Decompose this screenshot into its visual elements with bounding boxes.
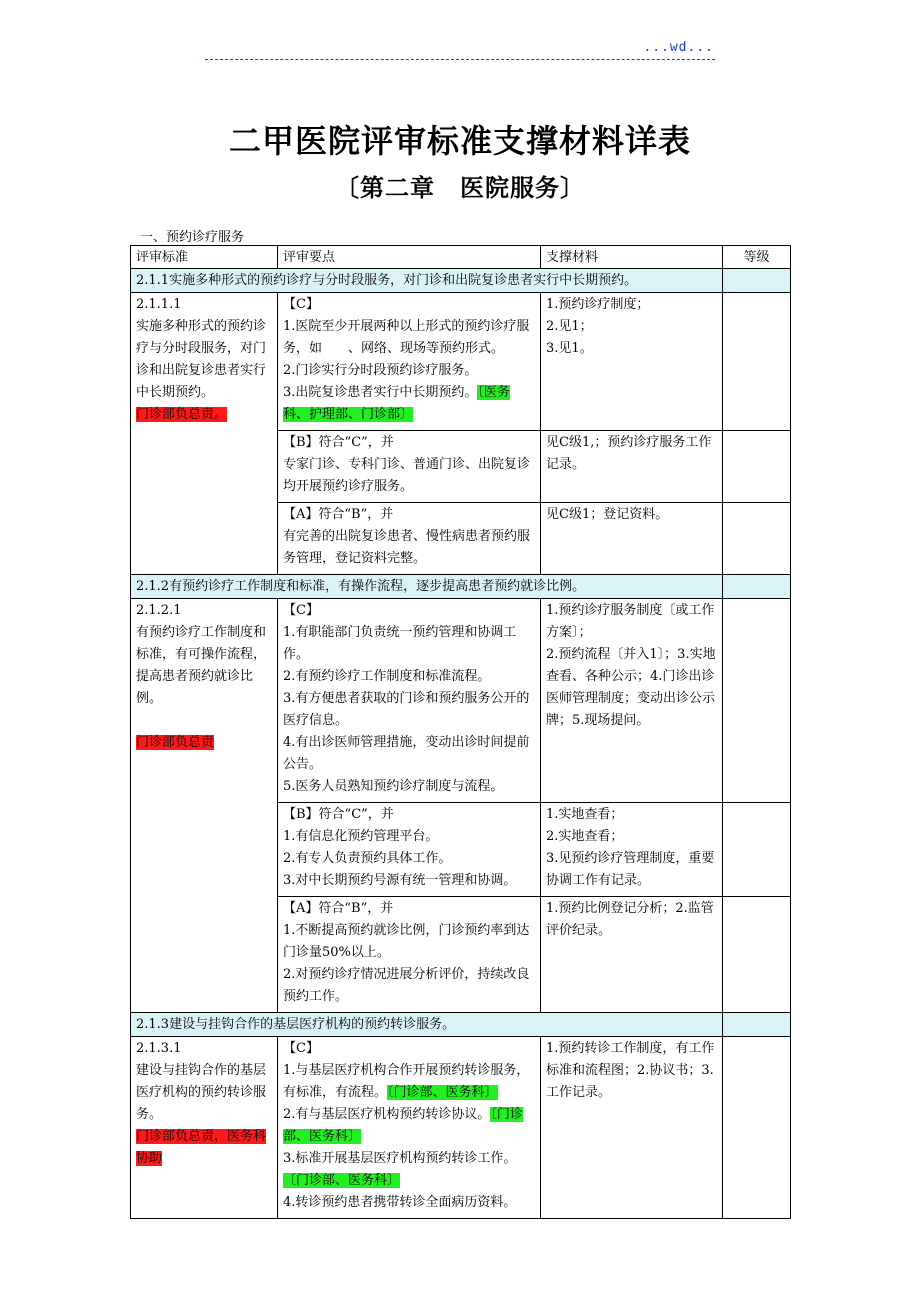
key-point-line [283, 432, 535, 454]
key-point-text: 2.有与基层医疗机构预约转诊协议。 [283, 1107, 491, 1122]
key-point-line [283, 360, 535, 382]
key-point-line [283, 964, 535, 1008]
key-point-text: 【C】 [283, 297, 319, 312]
header-dashed-rule [205, 59, 715, 60]
key-point-line [283, 1038, 535, 1060]
key-point-text: 3.出院复诊患者实行中长期预约。 [283, 385, 478, 400]
grade-cell [723, 599, 791, 803]
standard-title-row [131, 1013, 791, 1037]
materials-cell [541, 293, 723, 431]
materials-cell [541, 599, 723, 803]
responsible-dept-tag: 〔门诊部、医务科〕 [387, 1085, 498, 1100]
standard-cell [131, 599, 278, 1013]
section-heading: 一、预约诊疗服务 [140, 230, 245, 245]
table-row [131, 1037, 791, 1219]
responsible-dept-badge: 门诊部负总责，医务科协助 [136, 1129, 267, 1166]
key-point-line [283, 504, 535, 526]
header-grade: 等级 [723, 246, 791, 269]
key-point-line [283, 1148, 535, 1192]
key-point-line [283, 1192, 535, 1214]
key-point-line [283, 826, 535, 848]
standard-cell [131, 293, 278, 575]
key-point-text: 【B】符合“C”，并 [283, 435, 394, 450]
key-points-cell [278, 803, 541, 897]
materials-cell [541, 803, 723, 897]
key-point-line [283, 294, 535, 316]
header-mark: ...wd... [643, 40, 714, 55]
key-point-text: 【C】 [283, 1041, 319, 1056]
key-points-cell [278, 503, 541, 575]
material-line: 1.预约诊疗制度； [546, 297, 650, 312]
material-line: 1.预约诊疗服务制度〔或工作方案〕； [546, 603, 715, 640]
key-point-text: 2.有专人负责预约具体工作。 [283, 851, 452, 866]
grade-cell [723, 897, 791, 1013]
key-point-line [283, 1060, 535, 1104]
material-line: 2.预约流程〔并入1〕；3.实地查看、各种公示；4.门诊出诊医师管理制度；变动出诊公示牌；5.现场提问。 [546, 647, 716, 728]
materials-cell [541, 503, 723, 575]
key-point-line [283, 622, 535, 666]
header-key-points: 评审要点 [278, 246, 541, 269]
standard-description: 有预约诊疗工作制度和标准，有可操作流程，提高患者预约就诊比例。 [136, 625, 267, 706]
responsible-dept-badge: 门诊部负总责 [136, 735, 215, 750]
key-point-text: 3.标准开展基层医疗机构预约转诊工作。 [283, 1151, 517, 1166]
key-point-line [283, 870, 535, 892]
key-point-text: 1.医院至少开展两种以上形式的预约诊疗服务，如 、网络、现场等预约形式。 [283, 319, 530, 356]
grade-cell [723, 1037, 791, 1219]
key-point-line [283, 666, 535, 688]
key-point-text: 【B】符合“C”，并 [283, 807, 394, 822]
material-line: 2.实地查看； [546, 829, 624, 844]
grade-cell [723, 503, 791, 575]
standard-title: 2.1.2有预约诊疗工作制度和标准，有操作流程，逐步提高患者预约就诊比例。 [131, 575, 723, 599]
key-points-cell [278, 897, 541, 1013]
material-line: 见C级1；登记资料。 [546, 507, 669, 522]
key-point-line [283, 382, 535, 426]
key-point-text: 3.对中长期预约号源有统一管理和协调。 [283, 873, 517, 888]
grade-cell [723, 293, 791, 431]
key-points-cell [278, 599, 541, 803]
grade-cell [723, 431, 791, 503]
key-point-text: 3.有方便患者获取的门诊和预约服务公开的医疗信息。 [283, 691, 530, 728]
responsible-dept-tag: 〔医务科、护理部、门诊部〕 [283, 385, 510, 422]
standard-title: 2.1.1实施多种形式的预约诊疗与分时段服务，对门诊和出院复诊患者实行中长期预约。 [131, 269, 723, 293]
standard-code: 2.1.2.1 [136, 603, 182, 618]
key-point-line [283, 1104, 535, 1148]
key-point-line [283, 848, 535, 870]
key-point-text: 5.医务人员熟知预约诊疗制度与流程。 [283, 779, 504, 794]
standard-code: 2.1.1.1 [136, 297, 182, 312]
table-row [131, 293, 791, 431]
materials-cell [541, 1037, 723, 1219]
material-line: 见C级1,；预约诊疗服务工作记录。 [546, 435, 712, 472]
grade-cell [723, 1013, 791, 1037]
grade-cell [723, 575, 791, 599]
key-point-text: 4.有出诊医师管理措施，变动出诊时间提前公告。 [283, 735, 530, 772]
table-header-row [131, 246, 791, 269]
table-body [131, 269, 791, 1219]
standard-description: 实施多种形式的预约诊疗与分时段服务，对门诊和出院复诊患者实行中长期预约。 [136, 319, 267, 400]
key-point-line [283, 898, 535, 920]
key-point-line [283, 454, 535, 498]
material-line: 3.见预约诊疗管理制度，重要协调工作有记录。 [546, 851, 715, 888]
material-line: 3.见1。 [546, 341, 593, 356]
header-standard: 评审标准 [131, 246, 278, 269]
standard-description: 建设与挂钩合作的基层医疗机构的预约转诊服务。 [136, 1063, 267, 1122]
table-row [131, 599, 791, 803]
standard-cell [131, 1037, 278, 1219]
standard-title-row [131, 269, 791, 293]
key-point-text: 2.对预约诊疗情况进展分析评价，持续改良预约工作。 [283, 967, 530, 1004]
standard-title: 2.1.3建设与挂钩合作的基层医疗机构的预约转诊服务。 [131, 1013, 723, 1037]
key-point-text: 1.有职能部门负责统一预约管理和协调工作。 [283, 625, 517, 662]
key-point-line [283, 526, 535, 570]
key-points-cell [278, 1037, 541, 1219]
materials-cell [541, 431, 723, 503]
grade-cell [723, 803, 791, 897]
standard-title-row [131, 575, 791, 599]
key-points-cell [278, 431, 541, 503]
key-point-line [283, 600, 535, 622]
page-title: 二甲医院评审标准支撑材料详表 [228, 122, 691, 160]
standards-table [130, 245, 791, 1219]
key-point-text: 【A】符合“B”，并 [283, 507, 394, 522]
key-point-line [283, 804, 535, 826]
header-materials: 支撑材料 [541, 246, 723, 269]
key-point-line [283, 776, 535, 798]
key-point-text: 有完善的出院复诊患者、慢性病患者预约服务管理，登记资料完整。 [283, 529, 531, 566]
key-point-text: 4.转诊预约患者携带转诊全面病历资料。 [283, 1195, 517, 1210]
key-point-text: 2.门诊实行分时段预约诊疗服务。 [283, 363, 478, 378]
key-point-line [283, 688, 535, 732]
grade-cell [723, 269, 791, 293]
key-point-text: 专家门诊、专科门诊、普通门诊、出院复诊均开展预约诊疗服务。 [283, 457, 531, 494]
standard-code: 2.1.3.1 [136, 1041, 182, 1056]
material-line: 1.预约比例登记分析；2.监管评价纪录。 [546, 901, 714, 938]
material-line: 2.见1； [546, 319, 593, 334]
materials-cell [541, 897, 723, 1013]
key-point-line [283, 920, 535, 964]
responsible-dept-tag: 〔门诊部、医务科〕 [283, 1107, 523, 1144]
page-subtitle: 〔第二章 医院服务〕 [335, 174, 585, 202]
key-point-text: 【C】 [283, 603, 319, 618]
responsible-dept-tag: 〔门诊部、医务科〕 [283, 1173, 401, 1188]
key-point-line [283, 316, 535, 360]
key-points-cell [278, 293, 541, 431]
key-point-text: 2.有预约诊疗工作制度和标准流程。 [283, 669, 491, 684]
key-point-text: 【A】符合“B”，并 [283, 901, 394, 916]
material-line: 1.预约转诊工作制度，有工作标准和流程图；2.协议书；3.工作记录。 [546, 1041, 715, 1100]
key-point-line [283, 732, 535, 776]
material-line: 1.实地查看； [546, 807, 624, 822]
responsible-dept-badge: 门诊部负总责。 [136, 407, 228, 422]
key-point-text: 1.与基层医疗机构合作开展预约转诊服务，有标准，有流程。 [283, 1063, 530, 1100]
key-point-text: 1.不断提高预约就诊比例，门诊预约率到达门诊量50%以上。 [283, 923, 530, 960]
key-point-text: 1.有信息化预约管理平台。 [283, 829, 439, 844]
spacer [136, 710, 272, 732]
